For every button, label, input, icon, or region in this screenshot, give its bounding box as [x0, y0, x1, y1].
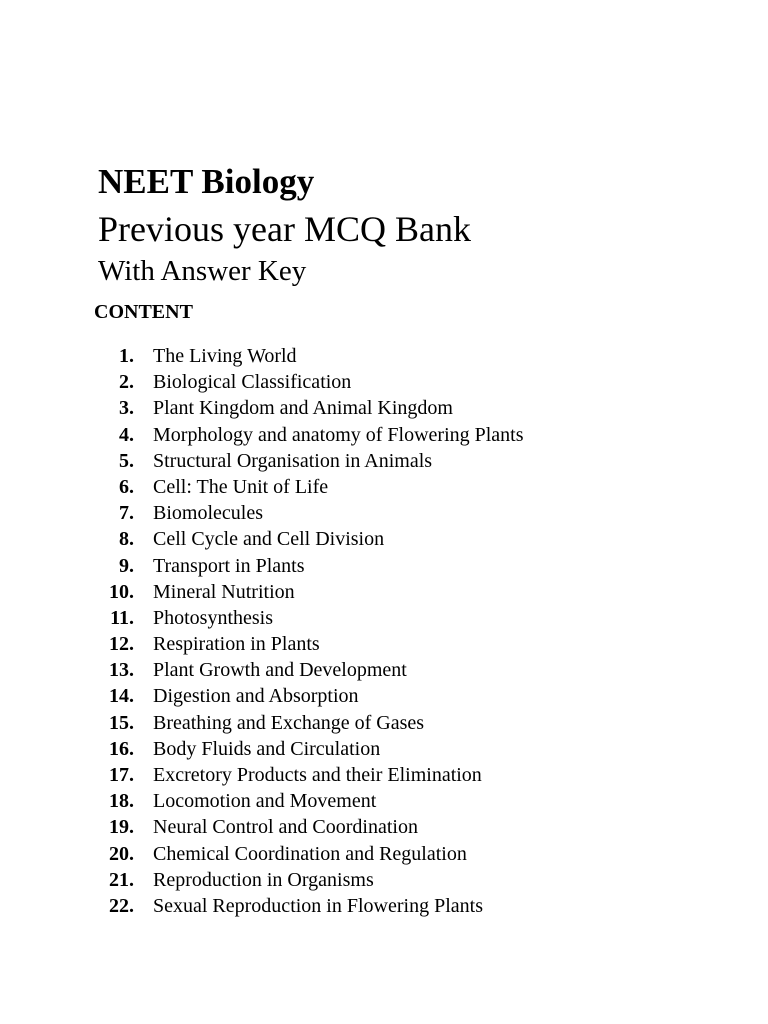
toc-item-number: 21. [109, 868, 134, 891]
toc-item [0, 395, 768, 421]
toc-item [0, 500, 768, 526]
toc-item-title: Biomolecules [153, 502, 263, 525]
toc-item [0, 422, 768, 448]
toc-item-number: 4. [119, 423, 134, 446]
toc-item-number: 12. [109, 633, 134, 656]
toc-item [0, 710, 768, 736]
toc-item [0, 369, 768, 395]
toc-item-number: 16. [109, 737, 134, 760]
toc-item-title: Biological Classification [153, 371, 352, 394]
toc-item-number: 7. [119, 502, 134, 525]
toc-item [0, 867, 768, 893]
toc-item-number: 11. [110, 606, 134, 629]
toc-item-title: Locomotion and Movement [153, 790, 377, 813]
document-subtitle: Previous year MCQ Bank [98, 209, 471, 249]
toc-item-title: Excretory Products and their Elimination [153, 764, 482, 786]
toc-item-number: 18. [109, 790, 134, 813]
toc-item-title: Cell: The Unit of Life [153, 475, 329, 498]
toc-item [0, 657, 768, 683]
toc-item [0, 526, 768, 552]
toc-item-number: 2. [119, 371, 134, 394]
toc-item-title: Breathing and Exchange of Gases [153, 711, 425, 734]
toc-item-title: Mineral Nutrition [153, 580, 295, 603]
toc-item-number: 5. [119, 449, 134, 472]
toc-item-title: Reproduction in Organisms [153, 868, 374, 891]
table-of-contents [0, 343, 768, 919]
toc-item-title: Plant Growth and Development [153, 659, 407, 682]
toc-item [0, 553, 768, 579]
toc-item-title: Digestion and Absorption [153, 685, 359, 708]
toc-item [0, 343, 768, 369]
toc-item-number: 1. [119, 345, 134, 367]
toc-item-number: 20. [109, 842, 134, 865]
toc-item-title: Transport in Plants [153, 554, 305, 577]
toc-item-title: Morphology and anatomy of Flowering Plants [153, 423, 524, 446]
toc-item [0, 841, 768, 867]
toc-item-title: Plant Kingdom and Animal Kingdom [153, 397, 453, 420]
toc-item-number: 19. [109, 816, 134, 839]
toc-item [0, 893, 768, 919]
document-tagline: With Answer Key [98, 255, 307, 287]
toc-item-number: 3. [119, 397, 134, 420]
toc-item [0, 788, 768, 814]
toc-item [0, 474, 768, 500]
toc-item-title: Photosynthesis [153, 606, 274, 629]
toc-item-number: 15. [109, 711, 134, 734]
toc-item [0, 448, 768, 474]
toc-item [0, 736, 768, 762]
toc-item [0, 814, 768, 840]
toc-item-title: Chemical Coordination and Regulation [153, 842, 467, 865]
toc-item [0, 762, 768, 788]
toc-item-number: 10. [109, 580, 134, 603]
toc-item-number: 6. [119, 475, 134, 498]
toc-item-number: 17. [109, 764, 134, 786]
content-heading: CONTENT [94, 301, 193, 323]
toc-item-title: Sexual Reproduction in Flowering Plants [153, 894, 483, 917]
toc-item-number: 14. [109, 685, 134, 708]
toc-item-number: 22. [109, 894, 134, 917]
toc-item [0, 683, 768, 709]
toc-item [0, 605, 768, 631]
toc-item-title: Respiration in Plants [153, 633, 320, 656]
toc-item-title: The Living World [153, 345, 297, 367]
toc-item-number: 9. [119, 554, 134, 577]
toc-item-title: Structural Organisation in Animals [153, 449, 433, 472]
toc-item-title: Neural Control and Coordination [153, 816, 418, 839]
toc-item [0, 579, 768, 605]
toc-item-number: 8. [119, 528, 134, 551]
toc-item-number: 13. [109, 659, 134, 682]
toc-item [0, 631, 768, 657]
toc-item-title: Cell Cycle and Cell Division [153, 528, 385, 551]
toc-item-title: Body Fluids and Circulation [153, 737, 381, 760]
document-title: NEET Biology [98, 162, 315, 201]
